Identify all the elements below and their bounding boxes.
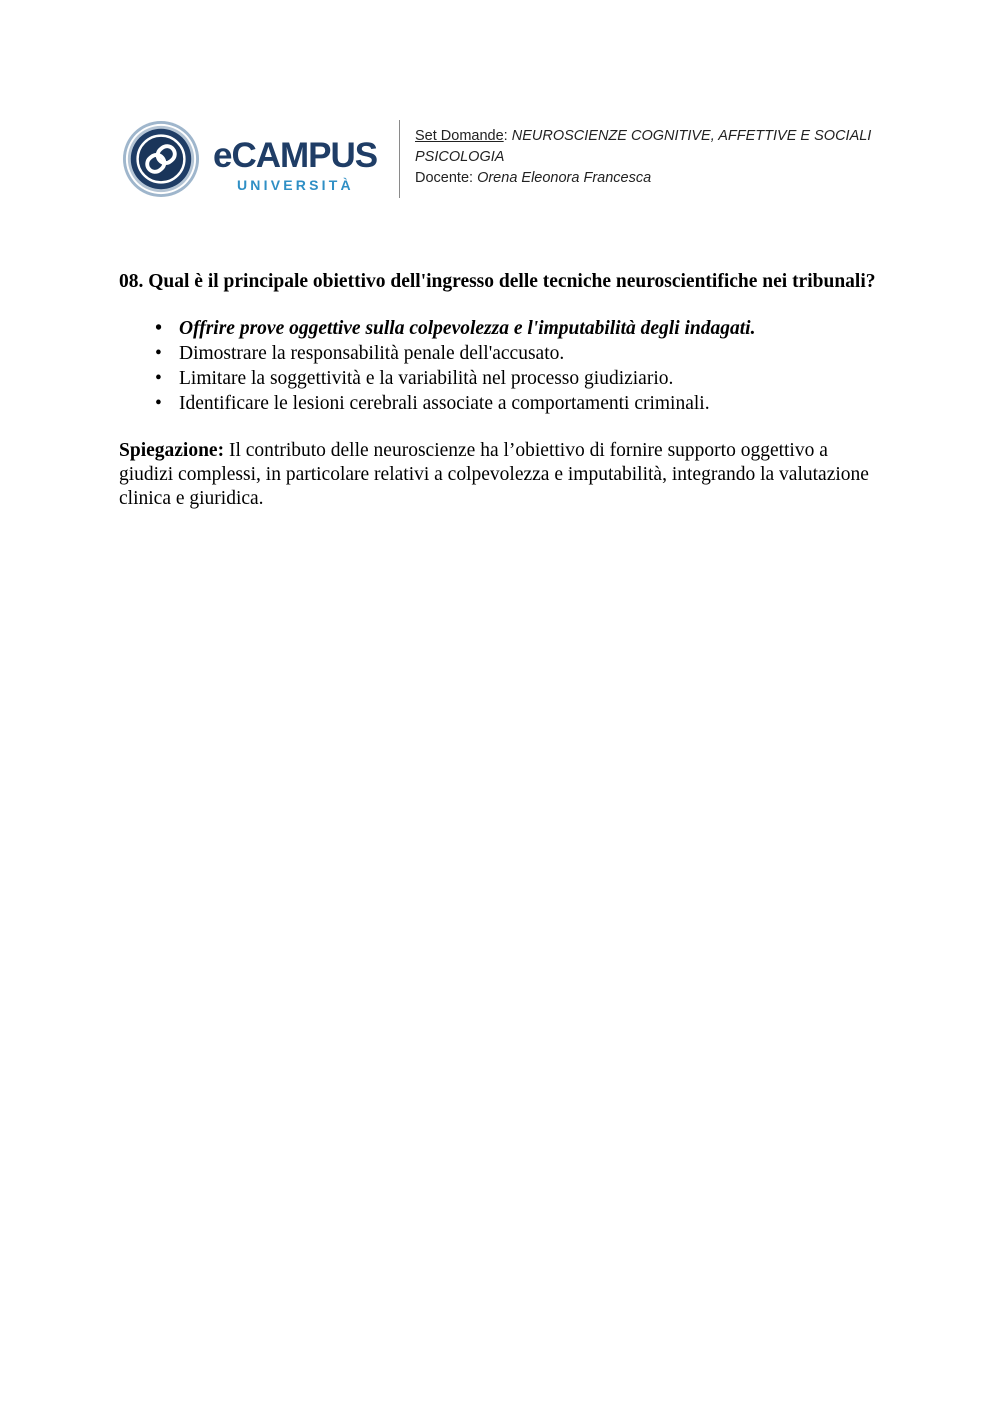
teacher-label: Docente: bbox=[415, 170, 474, 186]
set-separator: : bbox=[503, 128, 508, 144]
answer-list bbox=[119, 316, 879, 416]
explanation bbox=[119, 439, 879, 511]
logo-subtitle: UNIVERSITÀ bbox=[237, 177, 354, 193]
course-name: PSICOLOGIA bbox=[415, 149, 505, 165]
set-value: NEUROSCIENZE COGNITIVE, AFFETTIVE E SOCIALI bbox=[511, 128, 872, 144]
explanation-text: Il contributo delle neuroscienze ha l’obiettivo di fornire supporto oggettivo a giudizi complessi, in particolare relativi a colpevolezza e imputabilità, integrando la valutazione clinica e giuridica. bbox=[119, 440, 869, 509]
answer-item: • Identificare le lesioni cerebrali associate a comportamenti criminali. bbox=[119, 391, 879, 416]
answer-item: • Dimostrare la responsabilità penale dell'accusato. bbox=[119, 341, 879, 366]
teacher-name: Orena Eleonora Francesca bbox=[477, 170, 652, 186]
teacher-line bbox=[415, 168, 871, 189]
answer-item-correct: • Offrire prove oggettive sulla colpevolezza e l'imputabilità degli indagati. bbox=[119, 316, 879, 341]
question-text: 08. Qual è il principale obiettivo dell'ingresso delle tecniche neuroscientifiche nei tribunali? bbox=[119, 271, 876, 292]
set-line bbox=[415, 126, 871, 147]
seal-icon bbox=[122, 120, 200, 198]
ecampus-logo bbox=[120, 118, 395, 200]
answer-item: • Limitare la soggettività e la variabilità nel processo giudiziario. bbox=[119, 366, 879, 391]
explanation-label: Spiegazione: bbox=[119, 440, 225, 461]
question-block bbox=[119, 270, 879, 511]
set-label: Set Domande bbox=[415, 128, 504, 144]
page-header bbox=[120, 118, 900, 203]
logo-wordmark: eCAMPUS bbox=[213, 136, 378, 175]
header-divider bbox=[399, 120, 400, 198]
header-meta bbox=[415, 126, 871, 189]
